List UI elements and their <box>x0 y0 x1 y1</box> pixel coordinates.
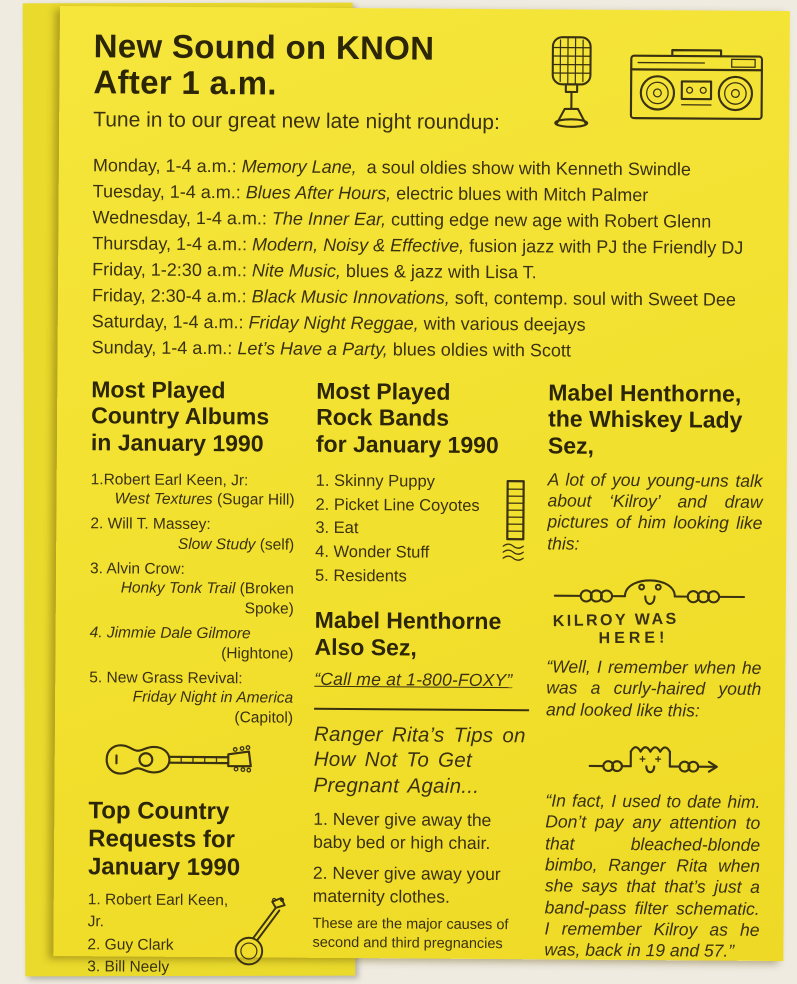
column-whiskey-lady <box>544 379 763 983</box>
schedule-show-name: Nite Music, <box>252 260 341 281</box>
mabel-also-sez-title: Mabel Henthorne Also Sez, <box>314 607 529 662</box>
schedule-daytime: Saturday, 1-4 a.m.: <box>92 311 244 332</box>
rock-bands-list <box>315 469 531 590</box>
kilroy-schematic-icon <box>547 562 753 611</box>
schedule-row <box>92 308 764 339</box>
list-item: 5. Residents <box>315 565 496 590</box>
list-item: 1. Skinny Puppy <box>316 469 497 494</box>
album-artist: 3. Alvin Crow: <box>90 559 298 580</box>
schedule-show-name: Black Music Innovations, <box>252 286 450 307</box>
country-albums-title: Most Played Country Albums in January 1990 <box>91 376 300 457</box>
album-artist: 2. Will T. Massey: <box>90 515 298 536</box>
schedule-daytime: Thursday, 1-4 a.m.: <box>92 233 247 254</box>
rock-bands-title: Most Played Rock Bands for January 1990 <box>316 377 532 459</box>
list-item <box>90 515 298 555</box>
list-item: 3. Eat <box>315 517 496 542</box>
page-title: New Sound on KNON After 1 a.m. <box>93 28 505 103</box>
banjo-icon <box>229 894 292 972</box>
schedule-show-name: Blues After Hours, <box>246 182 392 203</box>
column-country <box>87 376 299 980</box>
album-label: (Capitol) <box>234 709 293 726</box>
list-item: 2. Picket Line Coyotes <box>315 493 496 518</box>
guitar-art <box>103 736 297 788</box>
ranger-rita-heading: Ranger Rita’s Tips on How Not To Get Pregnant Again... <box>313 721 529 799</box>
country-requests-list <box>87 889 296 980</box>
columns <box>87 376 763 984</box>
title-block <box>93 28 506 134</box>
harmonica-icon <box>500 479 531 565</box>
schedule-daytime: Tuesday, 1-4 a.m.: <box>93 181 241 202</box>
schedule-show-name: Memory Lane, <box>242 156 357 177</box>
tip-item: 1. Never give away the baby bed or high chair. <box>313 808 528 855</box>
ranger-rita-tips <box>313 808 529 908</box>
whiskey-lady-title: Mabel Henthorne, the Whiskey Lady Sez, <box>548 379 764 461</box>
flyer-content <box>53 6 790 984</box>
acoustic-guitar-icon <box>103 736 255 783</box>
album-label: (self) <box>260 536 295 553</box>
boombox-icon <box>627 44 766 123</box>
album-label: (Broken Spoke) <box>240 581 294 618</box>
kilroy-curly-icon <box>587 727 719 782</box>
schedule-row <box>93 178 765 209</box>
schedule-row <box>92 256 764 287</box>
schedule-desc: with various deejays <box>424 313 586 334</box>
schedule-desc: a soul oldies show with Kenneth Swindle <box>367 157 691 179</box>
schedule-show-name: The Inner Ear, <box>272 208 386 229</box>
column-rock <box>312 377 531 981</box>
schedule-row <box>92 204 764 235</box>
list-item <box>90 470 298 510</box>
schedule-show-name: Let’s Have a Party, <box>237 338 388 359</box>
schedule-daytime: Friday, 2:30-4 a.m.: <box>92 285 247 306</box>
album-artist: 5. New Grass Revival: <box>89 668 297 689</box>
schedule-row <box>92 282 764 313</box>
whiskey-lady-para1: A lot of you young-uns talk about ‘Kilroy’ and draw pictures of him looking like this: <box>547 469 763 556</box>
album-title: Honky Tonk Trail <box>121 580 236 598</box>
late-night-schedule <box>92 152 765 365</box>
whiskey-lady-para3: “In fact, I used to date him. Don’t pay any attention to that bleached-blonde bimbo, Ranger Rita when she says that that’s just a band-pass filter schematic. I remember Kilroy as he was, back in 19 and 57.” <box>544 790 760 962</box>
schedule-show-name: Friday Night Reggae, <box>248 312 418 333</box>
list-item: 3. Bill Neely <box>87 956 231 979</box>
ranger-rita-footnote: These are the major causes of second and third pregnancies <box>312 915 527 953</box>
list-item <box>89 623 297 663</box>
kilroy-caption-line2: HERE! <box>599 628 762 648</box>
list-item: 1. Robert Earl Keen, Jr. <box>88 889 232 935</box>
album-title: Friday Night in America <box>133 689 294 707</box>
schedule-daytime: Wednesday, 1-4 a.m.: <box>92 207 267 228</box>
album-title: West Textures <box>114 490 212 508</box>
country-albums-list <box>89 470 299 728</box>
flyer-page <box>53 6 790 961</box>
schedule-desc: blues & jazz with Lisa T. <box>346 261 537 282</box>
country-requests-title: Top Country Requests for January 1990 <box>88 797 297 882</box>
album-artist: 1.Robert Earl Keen, Jr: <box>91 470 299 491</box>
schedule-daytime: Sunday, 1-4 a.m.: <box>92 337 233 358</box>
schedule-row <box>92 334 764 365</box>
schedule-desc: soft, contemp. soul with Sweet Dee <box>455 287 736 309</box>
section-divider <box>314 707 529 711</box>
schedule-daytime: Friday, 1-2:30 a.m.: <box>92 259 247 280</box>
schedule-daytime: Monday, 1-4 a.m.: <box>93 155 237 176</box>
album-label: (Sugar Hill) <box>217 491 295 509</box>
schedule-desc: fusion jazz with PJ the Friendly DJ <box>469 235 743 257</box>
page-subtitle: Tune in to our great new late night roundup: <box>93 108 505 135</box>
schedule-row <box>92 230 764 261</box>
list-item <box>89 668 297 728</box>
tip-item: 2. Never give away your maternity clothes. <box>313 862 528 909</box>
kilroy-caption-line1: KILROY WAS <box>553 609 762 631</box>
header <box>93 28 766 136</box>
microphone-icon <box>539 33 606 129</box>
mabel-quote: “Call me at 1-800-FOXY” <box>314 668 529 691</box>
whiskey-lady-para2: “Well, I remember when he was a curly-haired youth and looked like this: <box>546 656 761 722</box>
schedule-desc: electric blues with Mitch Palmer <box>396 183 648 205</box>
schedule-show-name: Modern, Noisy & Effective, <box>252 234 464 255</box>
list-item: 4. Wonder Stuff <box>315 541 496 566</box>
album-label: (Hightone) <box>221 645 293 663</box>
album-artist: 4. Jimmie Dale Gilmore <box>90 623 298 644</box>
schedule-desc: cutting edge new age with Robert Glenn <box>391 209 711 231</box>
schedule-row <box>93 152 765 183</box>
schedule-desc: blues oldies with Scott <box>393 339 571 360</box>
album-title: Slow Study <box>178 536 256 554</box>
list-item: 2. Guy Clark <box>87 934 231 957</box>
list-item <box>90 559 298 619</box>
